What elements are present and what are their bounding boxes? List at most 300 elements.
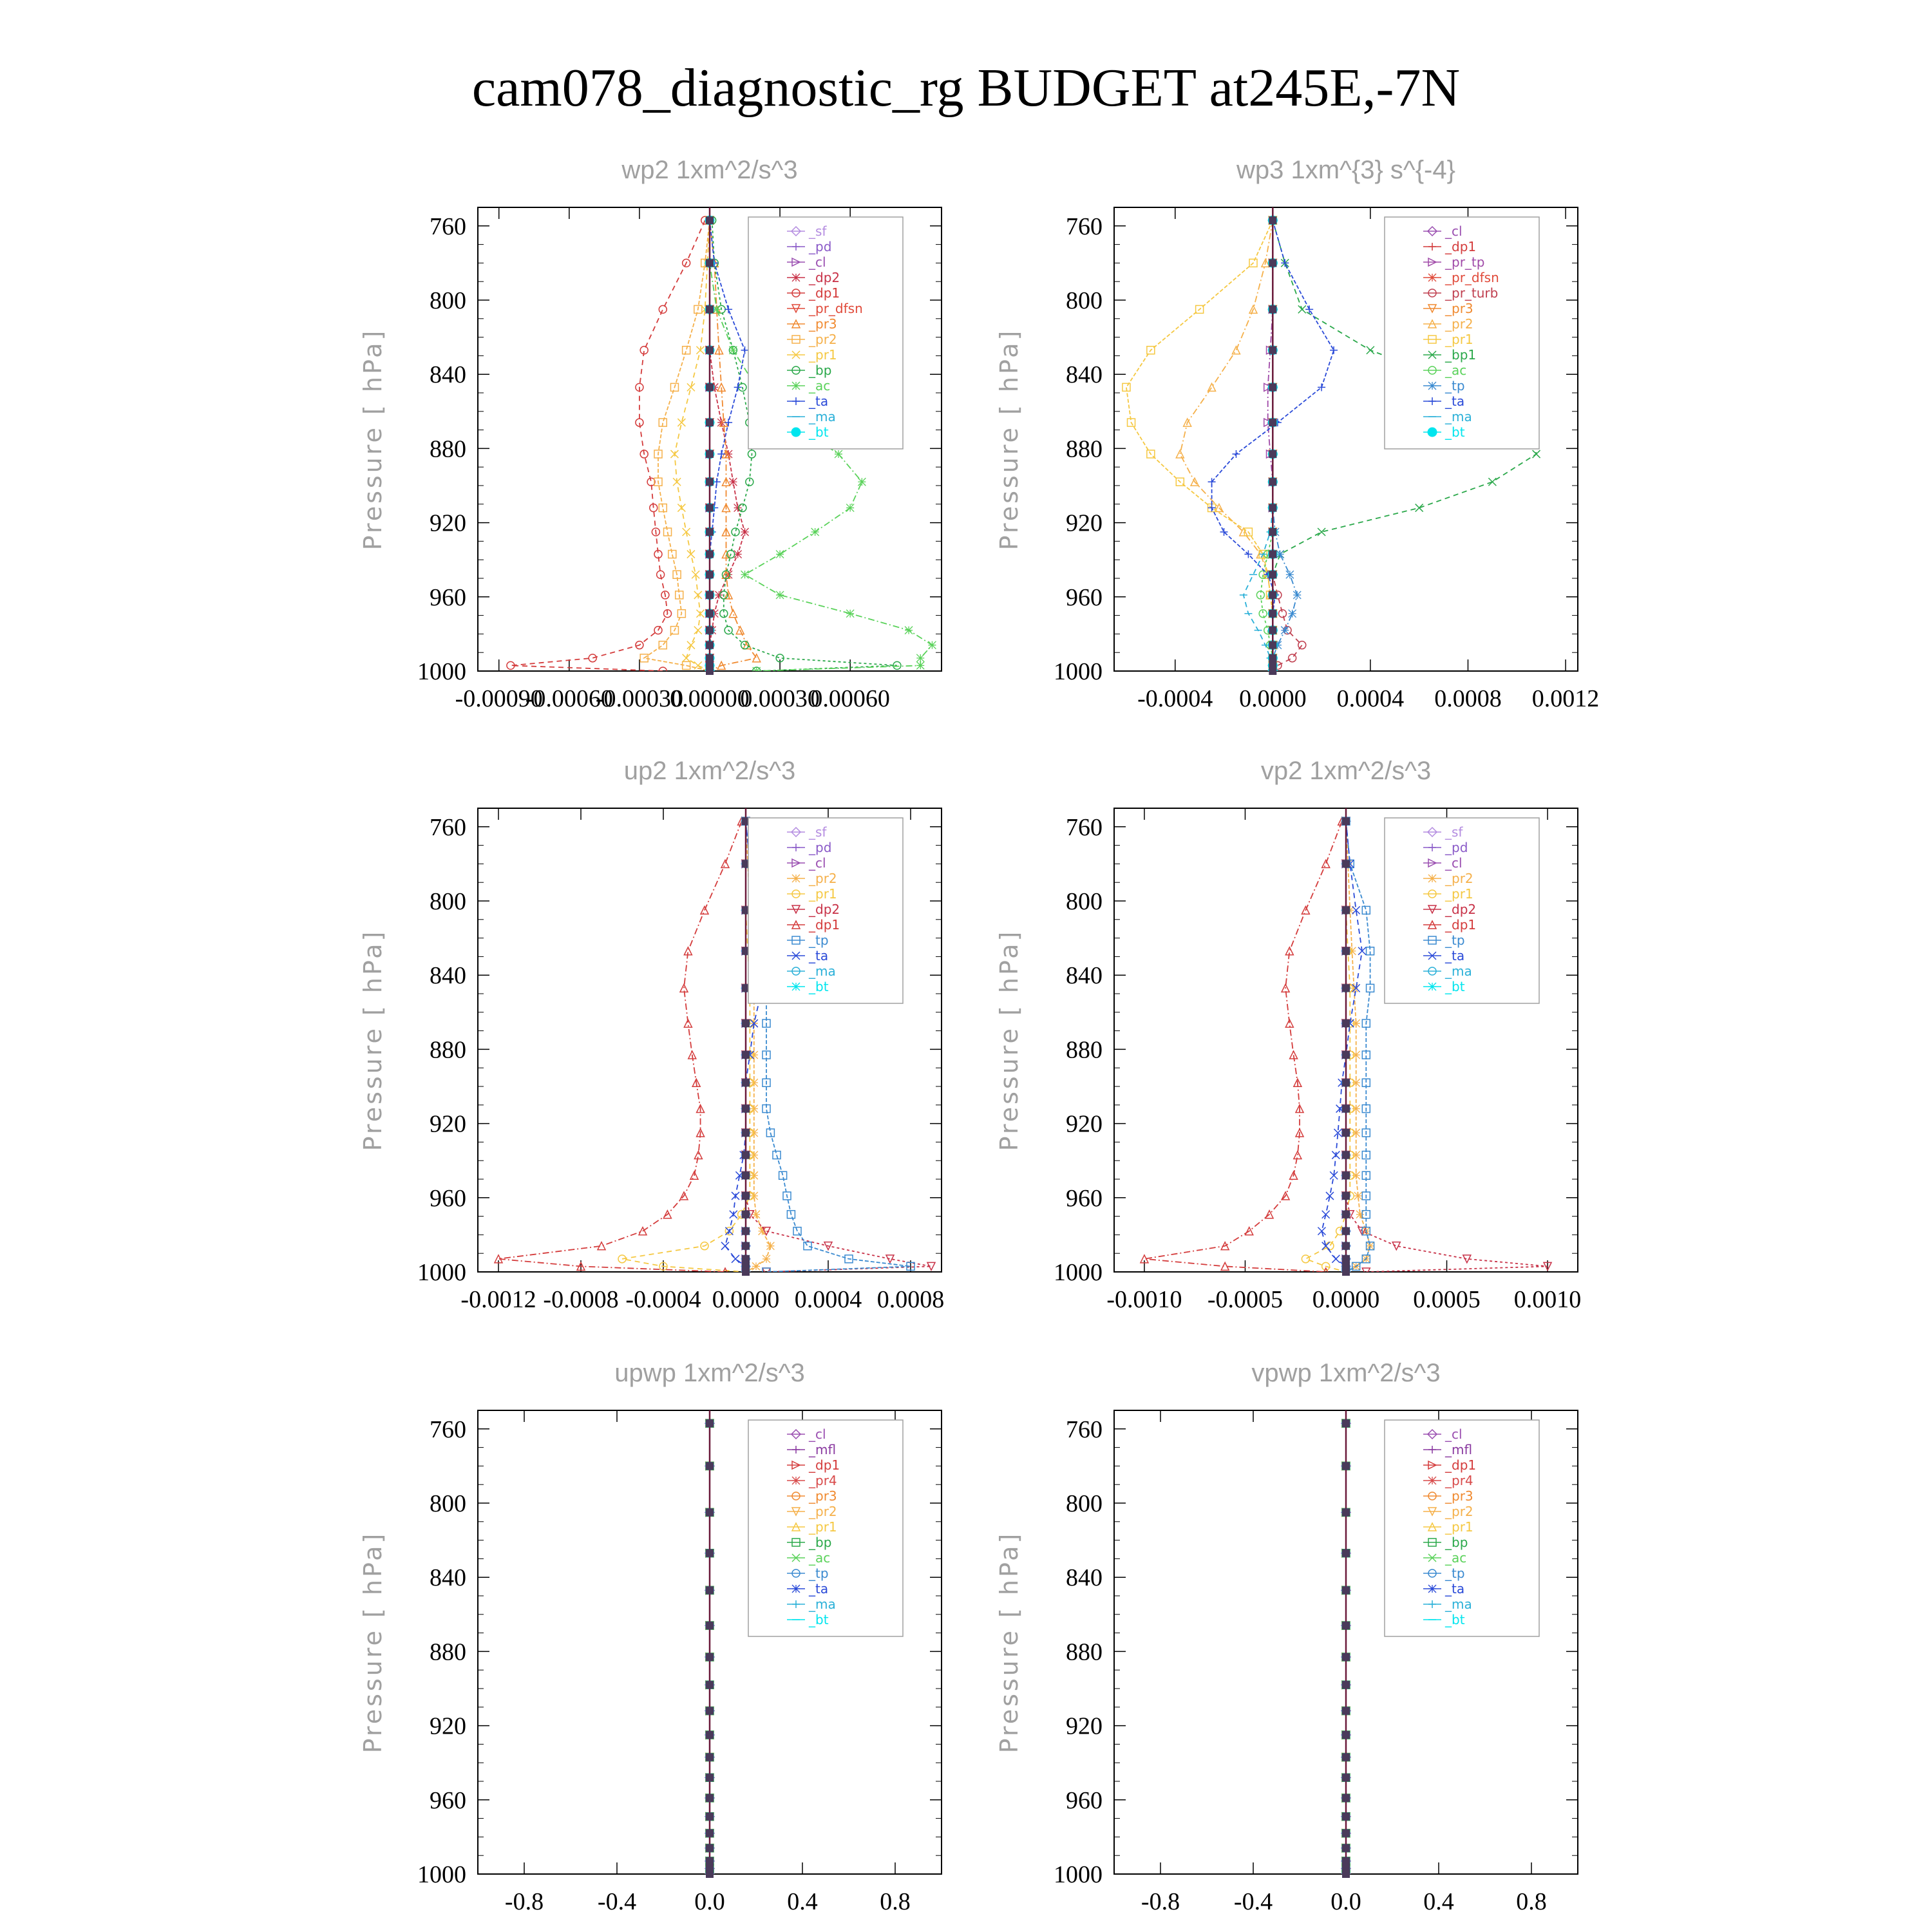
y-tick-label: 1000 xyxy=(1054,1861,1103,1888)
y-tick-label: 960 xyxy=(1066,583,1103,611)
y-tick-label: 840 xyxy=(430,962,466,990)
data-point-ta xyxy=(717,450,725,458)
zero-marker xyxy=(1342,1586,1350,1594)
y-tick-label: 840 xyxy=(1066,962,1103,990)
series-pr1 xyxy=(618,817,753,1276)
legend-label: _pr1 xyxy=(809,347,837,363)
zero-marker xyxy=(706,1549,714,1557)
zero-marker xyxy=(1342,1731,1350,1739)
legend-label: _pr3 xyxy=(809,1488,837,1504)
page-title: cam078_diagnostic_rg BUDGET at245E,-7N xyxy=(471,58,1461,118)
legend-label: _ac xyxy=(809,378,831,393)
x-tick-label: -0.0010 xyxy=(1106,1286,1182,1313)
data-point-ta xyxy=(725,1227,733,1235)
zero-marker xyxy=(1342,1079,1350,1086)
data-point-pr2 xyxy=(766,1242,774,1250)
y-tick-label: 840 xyxy=(1066,1564,1103,1592)
zero-marker xyxy=(1342,1844,1350,1852)
x-tick-label: 0.0 xyxy=(694,1888,725,1915)
data-point-ac xyxy=(835,450,842,458)
zero-marker xyxy=(1269,654,1276,662)
legend-label: _dp2 xyxy=(1445,902,1477,917)
zero-marker xyxy=(1342,860,1350,867)
zero-marker xyxy=(1269,551,1276,558)
zero-marker xyxy=(1342,1419,1350,1427)
y-tick-label: 880 xyxy=(1066,435,1103,463)
zero-marker xyxy=(706,346,714,354)
zero-marker xyxy=(706,1731,714,1739)
y-tick-label: 920 xyxy=(1066,1110,1103,1138)
zero-marker xyxy=(706,528,714,536)
data-point-ac xyxy=(753,667,761,675)
series-ta xyxy=(706,216,749,675)
data-point-ta xyxy=(721,1242,729,1250)
x-tick-label: 0.0008 xyxy=(1434,685,1502,712)
y-tick-label: 800 xyxy=(430,287,466,314)
data-point-bp1 xyxy=(1533,450,1540,458)
data-point-pr1 xyxy=(670,450,678,458)
y-tick-label: 760 xyxy=(430,213,466,240)
data-point-dp2 xyxy=(734,504,742,512)
data-point-ac xyxy=(811,528,819,536)
legend-label: _ac xyxy=(1445,1550,1467,1566)
series-line-pr1 xyxy=(1305,821,1350,1272)
zero-marker xyxy=(706,1508,714,1516)
y-tick-label: 760 xyxy=(1066,1416,1103,1443)
legend-label: _cl xyxy=(809,1426,826,1442)
chart-panel-5 xyxy=(359,1359,942,1915)
legend-label: _cl xyxy=(809,254,826,270)
x-tick-label: -0.0012 xyxy=(460,1286,536,1313)
zero-marker xyxy=(1342,1681,1350,1689)
data-point-pr1 xyxy=(687,383,695,391)
legend-label: _pd xyxy=(1445,840,1468,855)
legend-label: _pr_dfsn xyxy=(809,301,863,316)
legend-label: _pr2 xyxy=(809,332,837,347)
legend-label: _pr_dfsn xyxy=(1445,270,1499,285)
legend-marker xyxy=(1428,382,1436,390)
legend-label: _pr4 xyxy=(1445,1473,1473,1488)
data-point-ac xyxy=(928,641,936,649)
zero-marker xyxy=(1269,610,1276,618)
legend-marker xyxy=(792,1585,800,1593)
legend-label: _ma xyxy=(809,963,836,979)
legend-marker xyxy=(792,983,800,990)
series-line-dp2 xyxy=(710,220,745,671)
legend-marker xyxy=(792,274,800,281)
zero-marker xyxy=(706,1870,714,1878)
legend-label: _bp xyxy=(809,363,832,378)
legend-label: _cl xyxy=(1445,1426,1463,1442)
zero-marker xyxy=(742,1019,750,1027)
data-point-dp1 xyxy=(589,654,596,662)
y-tick-label: 800 xyxy=(1066,1490,1103,1517)
zero-marker xyxy=(1342,1019,1350,1027)
legend-label: _dp1 xyxy=(809,285,840,301)
y-axis-label: Pressure [ hPa] xyxy=(359,1531,387,1754)
legend-label: _ta xyxy=(1445,948,1465,963)
zero-marker xyxy=(1342,1151,1350,1159)
zero-marker xyxy=(1269,259,1276,267)
zero-marker xyxy=(706,1707,714,1715)
zero-marker xyxy=(742,1242,750,1250)
chart-panel-2 xyxy=(995,156,1599,712)
legend-label: _dp1 xyxy=(809,917,840,933)
series-line-ta xyxy=(710,220,745,671)
legend-label: _dp1 xyxy=(1445,1457,1477,1473)
data-point-tp xyxy=(1289,610,1296,618)
x-tick-label: 0.00060 xyxy=(810,685,890,712)
legend-label: _cl xyxy=(809,855,826,871)
zero-markers xyxy=(1342,808,1350,1276)
data-point-dp2 xyxy=(729,478,737,486)
legend-label: _bp xyxy=(1445,1535,1468,1550)
zero-marker xyxy=(742,1211,750,1218)
zero-marker xyxy=(742,1051,750,1059)
data-point-ac xyxy=(846,610,854,618)
zero-marker xyxy=(706,1844,714,1852)
zero-marker xyxy=(1342,1051,1350,1059)
x-tick-label: -0.4 xyxy=(1233,1888,1273,1915)
zero-marker xyxy=(1342,1242,1350,1250)
legend-label: _bp xyxy=(809,1535,832,1550)
y-tick-label: 920 xyxy=(1066,1712,1103,1740)
zero-marker xyxy=(1342,1653,1350,1661)
data-point-ta xyxy=(724,305,732,313)
zero-marker xyxy=(1269,419,1276,426)
data-point-tp xyxy=(1281,627,1289,634)
legend-marker xyxy=(1428,983,1436,990)
y-tick-label: 880 xyxy=(430,1036,466,1064)
legend-marker xyxy=(1428,875,1436,882)
y-axis-label: Pressure [ hPa] xyxy=(359,929,387,1151)
series-dp1 xyxy=(507,216,709,675)
legend-label: _bt xyxy=(1445,1612,1465,1627)
x-tick-label: -0.0008 xyxy=(543,1286,619,1313)
data-point-pr1 xyxy=(687,641,695,649)
zero-marker xyxy=(706,419,714,426)
data-point-pr_turb xyxy=(1278,610,1286,618)
data-point-dp1 xyxy=(659,305,667,313)
x-tick-label: -0.00090 xyxy=(455,685,543,712)
zero-marker xyxy=(706,1774,714,1781)
legend-label: _bt xyxy=(809,424,829,440)
legend-label: _pr1 xyxy=(1445,1519,1473,1535)
data-point-pr2 xyxy=(1367,1242,1374,1250)
zero-marker xyxy=(1342,1622,1350,1629)
zero-marker xyxy=(742,1255,750,1263)
zero-marker xyxy=(742,1079,750,1086)
data-point-dp2 xyxy=(715,591,723,599)
zero-marker xyxy=(706,504,714,512)
x-tick-label: 0.0004 xyxy=(1336,685,1405,712)
series-line-pr1 xyxy=(1126,220,1273,671)
legend-label: _tp xyxy=(1445,378,1465,393)
x-tick-label: 0.0010 xyxy=(1513,1286,1582,1313)
y-tick-label: 880 xyxy=(430,435,466,463)
data-point-ac xyxy=(905,627,913,634)
zero-marker xyxy=(1269,571,1276,578)
zero-marker xyxy=(742,1192,750,1200)
zero-marker xyxy=(1269,667,1276,675)
legend-marker xyxy=(792,875,800,882)
data-point-ta xyxy=(724,419,732,426)
zero-marker xyxy=(742,1129,750,1137)
series-line-pr2 xyxy=(1180,220,1273,671)
zero-marker xyxy=(1342,1794,1350,1802)
zero-marker xyxy=(706,1586,714,1594)
x-tick-label: 0.0012 xyxy=(1531,685,1600,712)
panel-title: vp2 1xm^2/s^3 xyxy=(1260,757,1432,785)
chart-panel-6 xyxy=(995,1359,1578,1915)
data-point-ac xyxy=(741,571,749,578)
zero-marker xyxy=(1342,1268,1350,1276)
panel-title: wp3 1xm^{3} s^{-4} xyxy=(1236,156,1455,184)
legend-label: _ac xyxy=(1445,363,1467,378)
zero-markers xyxy=(1342,1410,1350,1878)
legend-label: _pr1 xyxy=(809,1519,837,1535)
y-tick-label: 760 xyxy=(1066,213,1103,240)
legend-label: _pr2 xyxy=(1445,1504,1473,1519)
data-point-ac xyxy=(916,654,924,662)
x-tick-label: -0.00060 xyxy=(525,685,613,712)
legend-marker xyxy=(1428,274,1436,281)
data-point-pr2 xyxy=(1232,346,1240,354)
y-tick-label: 840 xyxy=(430,361,466,389)
y-tick-label: 840 xyxy=(1066,361,1103,389)
legend-label: _pr1 xyxy=(1445,886,1473,902)
legend-label: _cl xyxy=(1445,855,1463,871)
zero-marker xyxy=(1269,305,1276,313)
zero-marker xyxy=(1342,947,1350,955)
data-point-pr1 xyxy=(694,627,702,634)
zero-marker xyxy=(1269,641,1276,649)
legend-label: _pr2 xyxy=(1445,316,1473,332)
y-tick-label: 880 xyxy=(430,1638,466,1666)
data-point-bp1 xyxy=(1416,504,1423,512)
legend-marker xyxy=(792,382,800,390)
zero-marker xyxy=(1342,1857,1350,1865)
legend-label: _dp2 xyxy=(809,902,840,917)
data-point-pr1 xyxy=(1326,1242,1334,1250)
data-point-pr2 xyxy=(1354,1192,1362,1200)
data-point-ta xyxy=(1322,1211,1330,1218)
legend-label: _ma xyxy=(809,409,836,424)
y-tick-label: 800 xyxy=(430,888,466,915)
legend-marker xyxy=(792,1477,800,1484)
zero-marker xyxy=(706,654,714,662)
legend-label: _pr4 xyxy=(809,1473,837,1488)
y-tick-label: 960 xyxy=(430,1184,466,1212)
x-tick-label: -0.8 xyxy=(1141,1888,1180,1915)
zero-marker xyxy=(706,627,714,634)
x-tick-label: 0.0005 xyxy=(1413,1286,1481,1313)
legend-label: _mfl xyxy=(1445,1442,1473,1457)
y-axis-label: Pressure [ hPa] xyxy=(995,328,1023,551)
zero-marker xyxy=(742,1171,750,1179)
series-line-ta xyxy=(1321,821,1362,1272)
zero-marker xyxy=(1342,1508,1350,1516)
data-point-ac xyxy=(916,661,924,669)
zero-marker xyxy=(1342,1192,1350,1200)
zero-marker xyxy=(706,216,714,224)
data-point-bp1 xyxy=(1298,305,1306,313)
y-tick-label: 760 xyxy=(1066,813,1103,841)
legend-label: _sf xyxy=(809,824,827,840)
zero-marker xyxy=(706,450,714,458)
y-tick-label: 800 xyxy=(430,1490,466,1517)
chart-panel-1 xyxy=(359,156,942,712)
series-dp1 xyxy=(495,817,746,1276)
panel-title: up2 1xm^2/s^3 xyxy=(623,757,796,785)
legend-marker xyxy=(1428,428,1437,437)
data-point-ta xyxy=(741,346,749,354)
legend-label: _tp xyxy=(809,1566,829,1581)
legend-label: _ma xyxy=(1445,1596,1472,1612)
series-line-dp1 xyxy=(498,821,742,1272)
y-tick-label: 1000 xyxy=(1054,1259,1103,1286)
legend-marker xyxy=(791,428,800,437)
zero-marker xyxy=(1269,528,1276,536)
legend-label: _pd xyxy=(809,840,832,855)
data-point-bp1 xyxy=(1488,478,1496,486)
zero-marker xyxy=(1342,1774,1350,1781)
data-point-pr2 xyxy=(683,346,690,354)
x-tick-label: -0.8 xyxy=(504,1888,544,1915)
zero-marker xyxy=(1269,504,1276,512)
zero-marker xyxy=(1269,383,1276,391)
zero-marker xyxy=(706,1813,714,1821)
zero-marker xyxy=(706,1653,714,1661)
x-tick-label: -0.0004 xyxy=(625,1286,701,1313)
y-tick-label: 1000 xyxy=(417,658,466,685)
legend-label: _pr1 xyxy=(1445,332,1473,347)
legend-label: _tp xyxy=(1445,933,1465,948)
legend-label: _sf xyxy=(1445,824,1463,840)
zero-marker xyxy=(706,591,714,599)
legend-label: _ta xyxy=(809,1581,829,1596)
zero-marker xyxy=(706,1794,714,1802)
zero-marker xyxy=(742,1151,750,1159)
x-tick-label: 0.0 xyxy=(1331,1888,1361,1915)
y-tick-label: 880 xyxy=(1066,1638,1103,1666)
zero-marker xyxy=(706,1462,714,1470)
data-point-pr1 xyxy=(1302,1255,1309,1263)
legend-label: _mfl xyxy=(809,1442,837,1457)
legend-label: _bt xyxy=(1445,979,1465,994)
data-point-ac xyxy=(776,591,784,599)
zero-marker xyxy=(1342,1227,1350,1235)
y-tick-label: 960 xyxy=(1066,1184,1103,1212)
legend-label: _ta xyxy=(809,948,829,963)
data-point-tp xyxy=(1286,571,1294,578)
zero-marker xyxy=(1342,1171,1350,1179)
data-point-bp1 xyxy=(1318,528,1325,536)
data-point-ta xyxy=(1318,1227,1325,1235)
zero-marker xyxy=(706,383,714,391)
zero-markers xyxy=(706,1410,714,1878)
y-tick-label: 1000 xyxy=(417,1861,466,1888)
x-tick-label: 0.00000 xyxy=(670,685,750,712)
zero-marker xyxy=(742,1227,750,1235)
zero-marker xyxy=(1269,627,1276,634)
legend-marker xyxy=(1428,1585,1436,1593)
zero-marker xyxy=(706,1622,714,1629)
data-point-pr2 xyxy=(762,1255,770,1263)
x-tick-label: 0.0000 xyxy=(1312,1286,1380,1313)
zero-marker xyxy=(706,259,714,267)
data-point-ac xyxy=(776,551,784,558)
panel-title: upwp 1xm^2/s^3 xyxy=(614,1359,805,1387)
data-point-pr2 xyxy=(1176,450,1184,458)
x-tick-label: 0.8 xyxy=(880,1888,911,1915)
x-tick-label: -0.0005 xyxy=(1207,1286,1283,1313)
y-tick-label: 760 xyxy=(430,813,466,841)
data-point-ta xyxy=(1208,504,1216,512)
legend-label: _ma xyxy=(809,1596,836,1612)
y-tick-label: 760 xyxy=(430,1416,466,1443)
legend-label: _bp1 xyxy=(1445,347,1477,363)
data-point-tp xyxy=(1293,591,1301,599)
y-tick-label: 920 xyxy=(430,509,466,537)
x-tick-label: -0.4 xyxy=(597,1888,637,1915)
data-point-pr2 xyxy=(1208,383,1216,391)
zero-marker xyxy=(1269,216,1276,224)
y-tick-label: 840 xyxy=(430,1564,466,1592)
zero-marker xyxy=(706,1419,714,1427)
legend-label: _bt xyxy=(1445,424,1465,440)
series-pr1 xyxy=(1122,216,1276,675)
zero-marker xyxy=(1342,906,1350,914)
zero-marker xyxy=(706,305,714,313)
zero-marker xyxy=(1342,1549,1350,1557)
zero-marker xyxy=(706,1857,714,1865)
zero-marker xyxy=(706,610,714,618)
data-point-pr_turb xyxy=(1298,641,1306,649)
zero-marker xyxy=(706,1681,714,1689)
legend-label: _dp1 xyxy=(1445,917,1477,933)
zero-marker xyxy=(742,1268,750,1276)
data-point-ta xyxy=(734,383,742,391)
series-line-dp1 xyxy=(511,220,705,671)
legend-label: _dp2 xyxy=(809,270,840,285)
zero-marker xyxy=(706,571,714,578)
x-tick-label: 0.4 xyxy=(1423,1888,1454,1915)
x-tick-label: -0.0004 xyxy=(1137,685,1213,712)
legend-label: _tp xyxy=(809,933,829,948)
x-tick-label: 0.00030 xyxy=(740,685,820,712)
legend-label: _pr3 xyxy=(1445,1488,1473,1504)
legend-label: _ac xyxy=(809,1550,831,1566)
zero-marker xyxy=(706,1754,714,1761)
legend-label: _pr3 xyxy=(1445,301,1473,316)
x-tick-label: 0.4 xyxy=(787,1888,818,1915)
legend-label: _tp xyxy=(1445,1566,1465,1581)
x-tick-label: -0.00030 xyxy=(595,685,683,712)
zero-marker xyxy=(1342,1707,1350,1715)
y-tick-label: 800 xyxy=(1066,888,1103,915)
y-tick-label: 960 xyxy=(1066,1786,1103,1814)
legend-label: _sf xyxy=(809,223,827,239)
legend-label: _pr2 xyxy=(1445,871,1473,886)
zero-marker xyxy=(1269,591,1276,599)
zero-marker xyxy=(1342,817,1350,825)
zero-marker xyxy=(706,641,714,649)
x-tick-label: 0.8 xyxy=(1516,1888,1547,1915)
panel-title: vpwp 1xm^2/s^3 xyxy=(1251,1359,1441,1387)
zero-marker xyxy=(742,1105,750,1113)
legend-label: _ma xyxy=(1445,963,1472,979)
